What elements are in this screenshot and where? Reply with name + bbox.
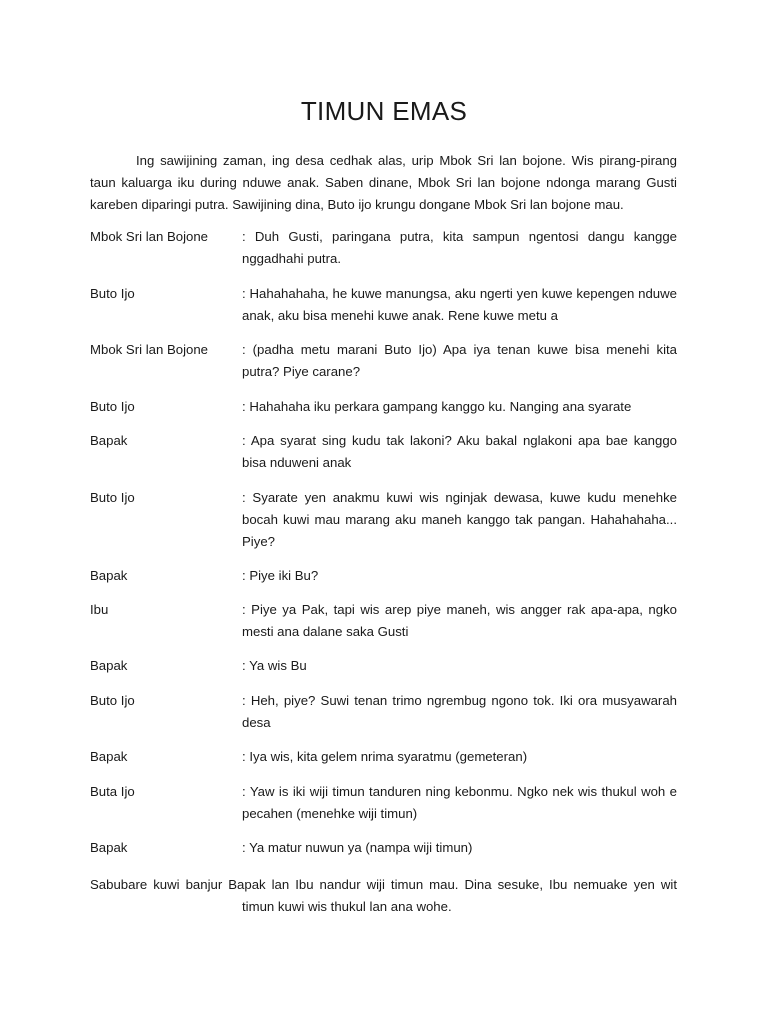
speaker-name: Bapak: [90, 749, 128, 764]
dialogue-line: : Apa syarat sing kudu tak lakoni? Aku bakal nglakoni apa bae kanggo bisa nduweni anak: [242, 433, 677, 470]
closing-paragraph: [90, 874, 677, 918]
dialogue-line: : Hahahaha iku perkara gampang kanggo ku. Nanging ana syarate: [242, 399, 632, 414]
dialogue-line: : Ya matur nuwun ya (nampa wiji timun): [242, 840, 473, 855]
intro-paragraph: Ing sawijining zaman, ing desa cedhak alas, urip Mbok Sri lan bojone. Wis pirang-pirang taun kaluarga iku during nduwe anak. Saben dinane, Mbok Sri lan bojone ndonga marang Gusti kareben diparingi putra. Sawijining dina, Buto ijo krungu dongane Mbok Sri lan bojone mau.: [90, 153, 677, 212]
closing-line-1: Sabubare kuwi banjur Bapak lan Ibu nandur wiji timun mau. Dina sesuke, Ibu nemuake yen wit: [90, 877, 677, 892]
speaker-name: Buto Ijo: [90, 286, 135, 301]
dialogue-line: : Piye iki Bu?: [242, 568, 319, 583]
speaker-name: Ibu: [90, 602, 109, 617]
speaker-name: Buto Ijo: [90, 693, 135, 708]
speaker-name: Buta Ijo: [90, 784, 135, 799]
speaker-name: Buto Ijo: [90, 490, 135, 505]
dialogue-line: : Piye ya Pak, tapi wis arep piye maneh, wis angger rak apa-apa, ngko mesti ana dalane saka Gusti: [242, 602, 677, 639]
speaker-name: Mbok Sri lan Bojone: [90, 342, 209, 357]
dialogue-line: : Duh Gusti, paringana putra, kita sampun ngentosi dangu kangge nggadhahi putra.: [242, 229, 677, 266]
dialogue-line: : Syarate yen anakmu kuwi wis nginjak dewasa, kuwe kudu menehke bocah kuwi mau marang aku maneh kanggo tak pangan. Hahahahaha... Piye?: [242, 490, 677, 549]
speaker-name: Bapak: [90, 433, 128, 448]
speaker-name: Bapak: [90, 658, 128, 673]
speaker-name: Bapak: [90, 840, 128, 855]
dialogue-line: : Hahahahaha, he kuwe manungsa, aku ngerti yen kuwe kepengen nduwe anak, aku bisa menehi kuwe anak. Rene kuwe metu a: [242, 286, 677, 323]
dialogue-line: : Heh, piye? Suwi tenan trimo ngrembug ngono tok. Iki ora musyawarah desa: [242, 693, 677, 730]
speaker-name: Bapak: [90, 568, 128, 583]
dialogue-line: : Ya wis Bu: [242, 658, 307, 673]
speaker-name: Mbok Sri lan Bojone: [90, 229, 209, 244]
dialogue-line: : Yaw is iki wiji timun tanduren ning kebonmu. Ngko nek wis thukul woh e pecahen (menehke wiji timun): [242, 784, 677, 821]
closing-line-2: timun kuwi wis thukul lan ana wohe.: [242, 899, 452, 914]
dialogue-line: : Iya wis, kita gelem nrima syaratmu (gemeteran): [242, 749, 528, 764]
dialogue-line: : (padha metu marani Buto Ijo) Apa iya tenan kuwe bisa menehi kita putra? Piye carane?: [242, 342, 677, 379]
document-title: TIMUN EMAS: [300, 96, 468, 126]
speaker-name: Buto Ijo: [90, 399, 135, 414]
